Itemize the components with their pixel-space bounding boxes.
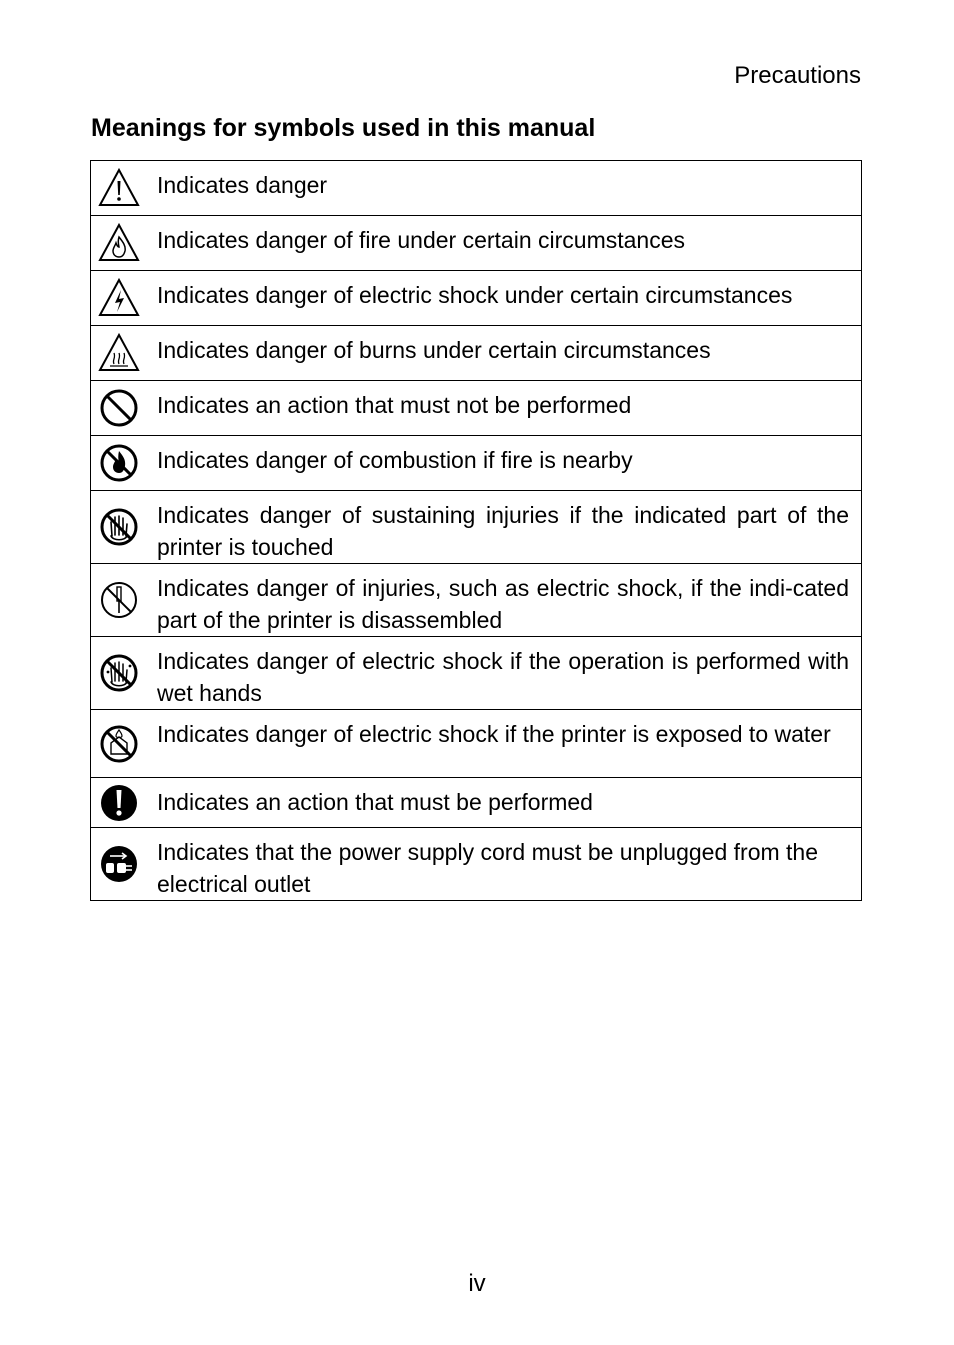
table-row [91,828,862,901]
table-row [91,710,862,778]
row-description: Indicates danger [151,161,862,216]
table-row [91,637,862,710]
no-water-icon [97,723,141,765]
section-title: Meanings for symbols used in this manual [91,114,596,142]
row-description: Indicates danger of electric shock under certain circumstances [151,271,862,326]
running-header: Precautions [734,62,861,89]
row-description: Indicates danger of injuries, such as electric shock, if the indi-cated part of the printer is disassembled [151,564,862,637]
unplug-icon [97,843,141,885]
warning-burns-icon [97,332,141,374]
table-row [91,216,862,271]
table-row [91,436,862,491]
do-not-disassemble-icon [97,579,141,621]
row-description: Indicates that the power supply cord must be unplugged from the electrical outlet [151,828,862,901]
do-not-touch-icon [97,506,141,548]
table-row [91,564,862,637]
no-wet-hands-icon [97,652,141,694]
no-fire-icon [97,442,141,484]
row-description: Indicates danger of burns under certain circumstances [151,326,862,381]
row-description: Indicates danger of sustaining injuries if the indicated part of the printer is touched [151,491,862,564]
warning-electric-shock-icon [97,277,141,319]
mandatory-action-icon [97,782,141,824]
warning-danger-icon [97,167,141,209]
prohibited-action-icon [97,387,141,429]
row-description: Indicates an action that must be performed [151,778,862,828]
symbols-table [90,160,862,901]
table-row [91,491,862,564]
table-row [91,271,862,326]
row-description: Indicates danger of electric shock if the operation is performed with wet hands [151,637,862,710]
table-row [91,326,862,381]
row-description: Indicates danger of fire under certain circumstances [151,216,862,271]
table-row [91,381,862,436]
table-row [91,161,862,216]
warning-fire-icon [97,222,141,264]
row-description: Indicates an action that must not be performed [151,381,862,436]
table-row [91,778,862,828]
row-description: Indicates danger of electric shock if the printer is exposed to water [151,710,862,778]
page-number: iv [468,1270,486,1297]
row-description: Indicates danger of combustion if fire is nearby [151,436,862,491]
